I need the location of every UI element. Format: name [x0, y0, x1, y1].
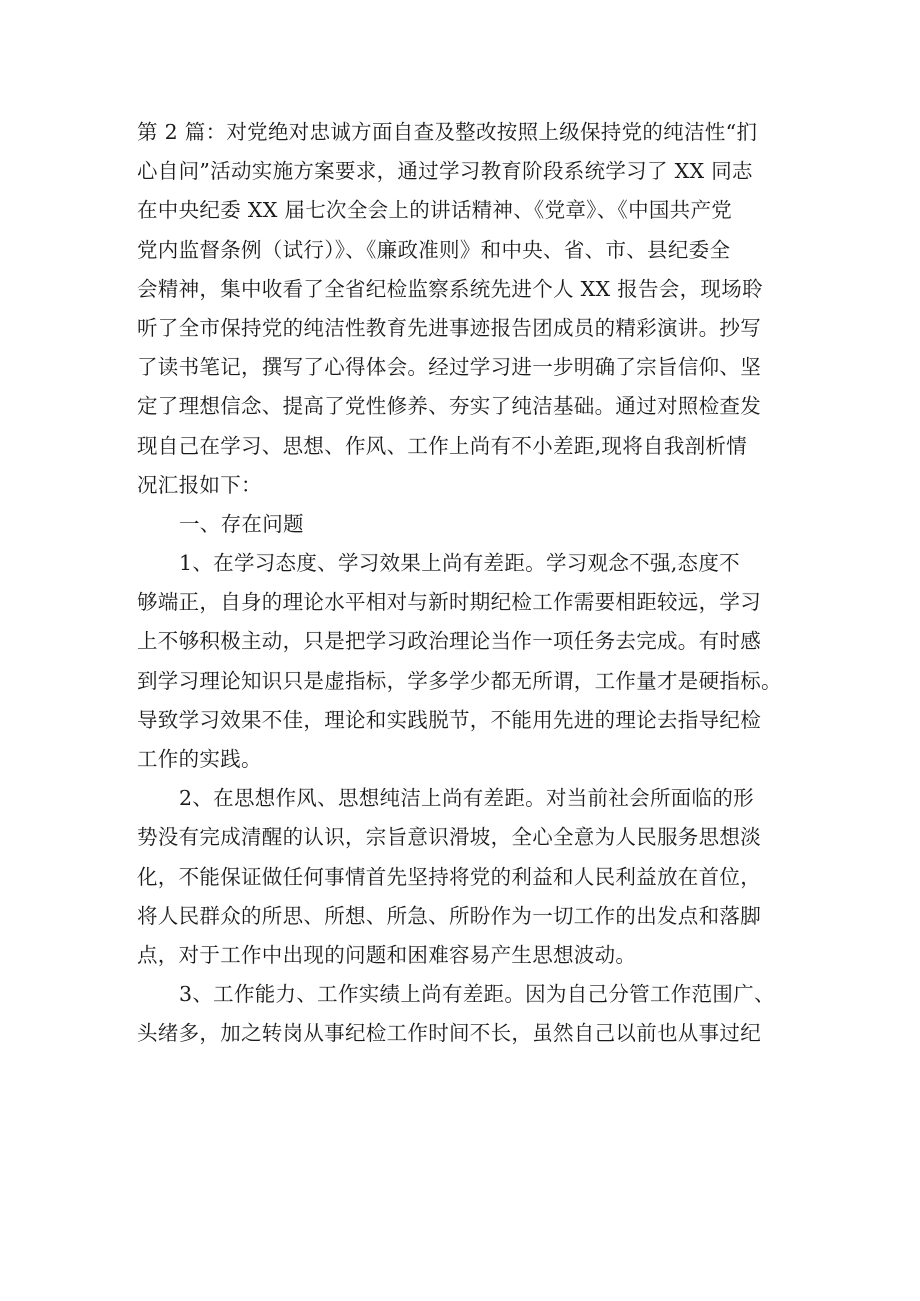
text-line: 够端正，自身的理论水平相对与新时期纪检工作需要相距较远，学习 — [137, 590, 761, 615]
text-line: 导致学习效果不佳，理论和实践脱节，不能用先进的理论去指导纪检 — [137, 707, 761, 732]
text-line: 第 2 篇：对党绝对忠诚方面自查及整改按照上级保持党的纯洁性“扪 — [137, 120, 758, 144]
text-line: 听了全市保持党的纯洁性教育先进事迹报告团成员的精彩演讲。抄写 — [137, 315, 761, 340]
text-line: 1、在学习态度、学习效果上尚有差距。学习观念不强,态度不 — [179, 551, 740, 576]
text-line: 点，对于工作中出现的问题和困难容易产生思想波动。 — [137, 942, 637, 967]
text-line: 心自问”活动实施方案要求，通过学习教育阶段系统学习了 XX 同志 — [137, 159, 753, 184]
text-line: 3、工作能力、工作实绩上尚有差距。因为自己分管工作范围广、 — [179, 982, 775, 1007]
text-line: 现自己在学习、思想、作风、工作上尚有不小差距,现将自我剖析情 — [137, 433, 748, 458]
text-line: 势没有完成清醒的认识，宗旨意识滑坡，全心全意为人民服务思想淡 — [137, 825, 761, 850]
text-line: 到学习理论知识只是虚指标，学多学少都无所谓，工作量才是硬指标。 — [137, 668, 782, 693]
text-line: 定了理想信念、提高了党性修养、夯实了纯洁基础。通过对照检查发 — [137, 394, 761, 419]
text-line: 上不够积极主动，只是把学习政治理论当作一项任务去完成。有时感 — [137, 629, 761, 654]
text-line: 头绪多，加之转岗从事纪检工作时间不长，虽然自己以前也从事过纪 — [137, 1021, 761, 1046]
document-body — [137, 113, 797, 1054]
text-line: 工作的实践。 — [137, 747, 262, 771]
text-line: 在中央纪委 XX 届七次全会上的讲话精神、《党章》、《中国共产党 — [137, 198, 733, 223]
section-heading: 一、存在问题 — [179, 511, 304, 536]
text-line: 会精神，集中收看了全省纪检监察系统先进个人 XX 报告会，现场聆 — [137, 276, 763, 301]
text-line: 况汇报如下： — [137, 472, 262, 497]
text-line: 将人民群众的所思、所想、所急、所盼作为一切工作的出发点和落脚 — [137, 903, 761, 928]
text-line: 化，不能保证做任何事情首先坚持将党的利益和人民利益放在首位， — [137, 864, 761, 889]
text-line: 2、在思想作风、思想纯洁上尚有差距。对当前社会所面临的形 — [179, 786, 754, 811]
text-line: 党内监督条例（试行）》、《廉政准则》和中央、省、市、县纪委全 — [137, 237, 731, 262]
text-line: 了读书笔记，撰写了心得体会。经过学习进一步明确了宗旨信仰、坚 — [137, 355, 761, 380]
